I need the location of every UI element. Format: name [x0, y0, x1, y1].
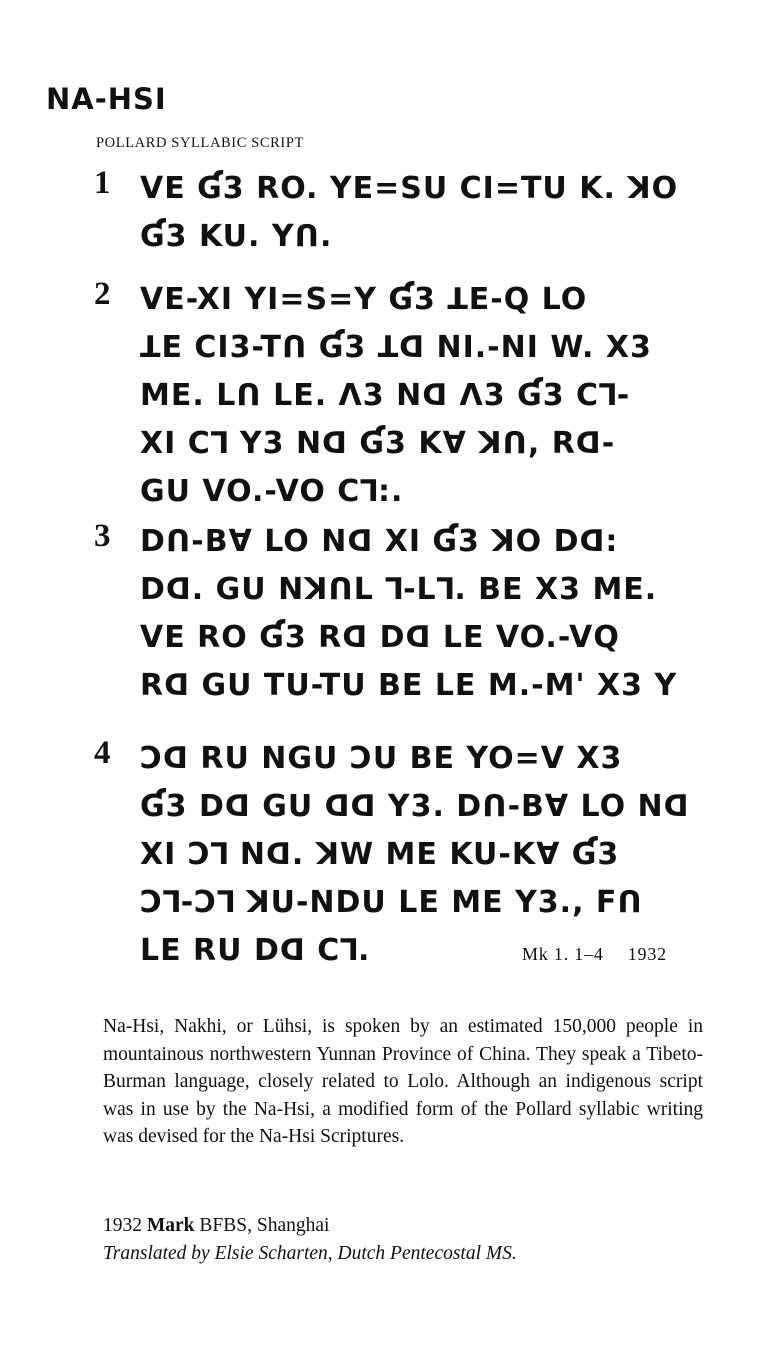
translator-credit: Translated by Elsie Scharten, Dutch Pentecostal MS.	[103, 1243, 517, 1264]
verse-line: VE-XI YI=S=Y Ɠ3 ꓕE-Q LO	[140, 282, 588, 317]
verse-number: 2	[94, 276, 111, 312]
verse-line: Dꓵ-BⱯ LO Nꓷ XI Ɠ3 ꓘO Dꓷ:	[140, 524, 619, 559]
verse-number: 3	[94, 518, 111, 554]
reference-year: 1932	[627, 944, 667, 964]
verse-line: VE RO Ɠ3 Rꓷ Dꓷ LE VO.-VQ	[140, 620, 620, 655]
scripture-reference	[522, 944, 667, 965]
verse-line: XI Ɔꓶ Nꓷ. ꓘW ME KU-KⱯ Ɠ3	[140, 837, 620, 872]
page-title: NA-HSI	[46, 82, 167, 116]
verse-number: 4	[94, 735, 111, 771]
verse-line: Ɔꓷ RU NGU ƆU BE YO=V X3	[140, 741, 623, 776]
verse-line: GU VO.-VO Cꓶ:.	[140, 474, 404, 509]
verse-line: Ɠ3 KU. Yꓵ.	[140, 219, 333, 254]
page-subtitle: POLLARD SYLLABIC SCRIPT	[96, 135, 304, 151]
verse-number: 1	[94, 165, 111, 201]
publication-year: 1932	[103, 1215, 142, 1236]
verse-text	[140, 276, 652, 516]
verse-text	[140, 518, 677, 710]
verse-text	[140, 165, 678, 261]
verse-line: Rꓷ GU TU-TU BE LE M.-M' X3 Y	[140, 668, 678, 703]
verse-text	[140, 735, 690, 975]
publication-publisher: BFBS, Shanghai	[199, 1215, 330, 1236]
verse-line: VE Ɠ3 RO. YE=SU CI=TU K. ꓘO	[140, 171, 679, 206]
reference-passage: Mk 1. 1–4	[522, 944, 604, 964]
verse-line: LE RU Dꓷ Cꓶ.	[140, 933, 371, 968]
verse-line: Ɔꓶ-Ɔꓶ ꓘU-NDU LE ME Y3., Fꓵ	[140, 885, 643, 920]
language-description: Na-Hsi, Nakhi, or Lühsi, is spoken by an estimated 150,000 people in mountainous northwestern Yunnan Province of China. They speak a Tibeto-Burman language, closely related to Lolo. Although an indigenous script was in use by the Na-Hsi, a modified form of the Pollard syllabic writing was devised for the Na-Hsi Scriptures.	[103, 1016, 703, 1147]
publication-info	[103, 1212, 329, 1240]
verse-line: Dꓷ. GU NꓘꓵL ꓶ-Lꓶ. BE X3 ME.	[140, 572, 658, 607]
verse-line: ꓕE CI3-Tꓵ Ɠ3 ꓕꓷ NI.-NI W. X3	[140, 330, 652, 365]
verse-line: ME. Lꓵ LE. Λ3 Nꓷ Λ3 Ɠ3 Cꓶ-	[140, 378, 631, 413]
publication-title: Mark	[146, 1215, 195, 1236]
verse-line: Ɠ3 Dꓷ GU ꓷꓷ Y3. Dꓵ-BⱯ LO Nꓷ	[140, 789, 690, 824]
verse-line: XI Cꓶ Y3 Nꓷ Ɠ3 KⱯ ꓘꓵ, Rꓷ-	[140, 426, 616, 461]
